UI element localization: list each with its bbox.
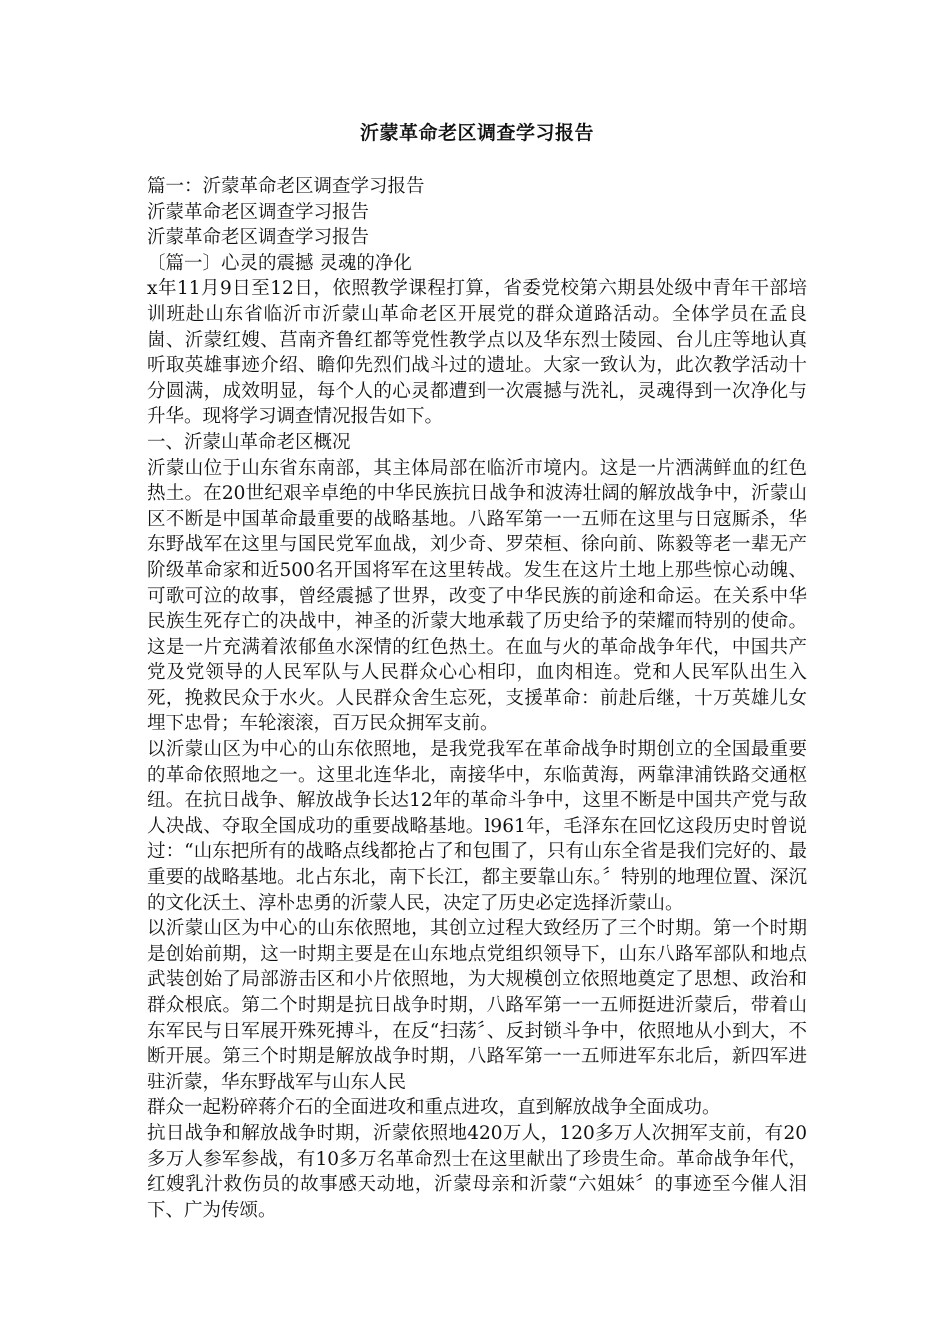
heading-line-3: 沂蒙革命老区调查学习报告 [147, 227, 370, 249]
paragraph-base: 以沂蒙山区为中心的山东依照地，是我党我军在革命战争时期创立的全国最重要的革命依照地之一。这里北连华北，南接华中，东临黄海，两靠津浦铁路交通枢纽。在抗日战争、解放战争长达12年的革命斗争中，这里不断是中国共产党与敌人决战、夺取全国成功的重要战略基地。l961年，毛泽东在回忆这段历史时曾说过：“山东把所有的战略点线都抢占了和包围了，只有山东全省是我们完好的、最重要的战略基地。北占东北，南下长江，都主要靠山东。〞特别的地理位置、深沉的文化沃土、淳朴忠勇的沂蒙人民，决定了历史必定选择沂蒙山。 [147, 739, 807, 914]
paragraph-location: 沂蒙山位于山东省东南部，其主体局部在临沂市境内。这是一片洒满鲜血的红色热土。在20世纪艰辛卓绝的中华民族抗日战争和波涛壮阔的解放战争中，沂蒙山区不断是中国革命最重要的战略基地。八路军第一一五师在这里与日寇厮杀，华东野战军在这里与国民党军血战，刘少奇、罗荣桓、徐向前、陈毅等老一辈无产阶级革命家和近500名开国将军在这里转战。发生在这片土地上那些惊心动魄、可歌可泣的故事，曾经震撼了世界，改变了中华民族的前途和命运。在关系中华民族生死存亡的决战中，神圣的沂蒙大地承载了历史给予的荣耀而特别的使命。这是一片充满着浓郁鱼水深情的红色热土。在血与火的革命战争年代，中国共产党及党领导的人民军队与人民群众心心相印，血肉相连。党和人民军队出生入死，挽救民众于水火。人民群众舍生忘死，支援革命：前赴后继，十万英雄儿女埋下忠骨；车轮滚滚，百万民众拥军支前。 [147, 457, 807, 735]
paragraph-intro: x年11月9日至12日，依照教学课程打算，省委党校第六期县处级中青年干部培训班赴山东省临沂市沂蒙山革命老区开展党的群众道路活动。全体学员在孟良崮、沂蒙红嫂、莒南齐鲁红都等党性教学点以及华东烈士陵园、台儿庄等地认真听取英雄事迹介绍、瞻仰先烈们战斗过的遗址。大家一致认为，此次教学活动十分圆满，成效明显，每个人的心灵都遭到一次震撼与洗礼，灵魂得到一次净化与升华。现将学习调查情况报告如下。 [147, 278, 807, 428]
document-title: 沂蒙革命老区调查学习报告 [359, 122, 594, 144]
paragraph-periods-continued: 群众一起粉碎蒋介石的全面进攻和重点进攻，直到解放战争全面成功。 [147, 1097, 721, 1119]
heading-line-2: 沂蒙革命老区调查学习报告 [147, 201, 370, 223]
section-heading-overview: 一、沂蒙山革命老区概况 [147, 431, 351, 453]
heading-line-4: 〔篇一〕心灵的震撼 灵魂的净化 [147, 252, 412, 274]
paragraph-periods: 以沂蒙山区为中心的山东依照地，其创立过程大致经历了三个时期。第一个时期是创始前期，这一时期主要是在山东地点党组织领导下，山东八路军部队和地点武装创始了局部游击区和小片依照地，为大规模创立依照地奠定了思想、政治和群众根底。第二个时期是抗日战争时期，八路军第一一五师挺进沂蒙后，带着山东军民与日军展开殊死搏斗，在反“扫荡〞、反封锁斗争中，依照地从小到大，不断开展。第三个时期是解放战争时期，八路军第一一五师进军东北后，新四军进驻沂蒙，华东野战军与山东人民 [147, 918, 807, 1093]
heading-line-1: 篇一：沂蒙革命老区调查学习报告 [147, 176, 425, 197]
document-page [147, 118, 807, 1223]
paragraph-support: 抗日战争和解放战争时期，沂蒙依照地420万人，120多万人次拥军支前，有20多万人参军参战，有10多万名革命烈士在这里献出了珍贵生命。革命战争年代，红嫂乳汁救伤员的故事感天动地，沂蒙母亲和沂蒙“六姐妹〞的事迹至今催人泪下、广为传颂。 [147, 1122, 807, 1221]
